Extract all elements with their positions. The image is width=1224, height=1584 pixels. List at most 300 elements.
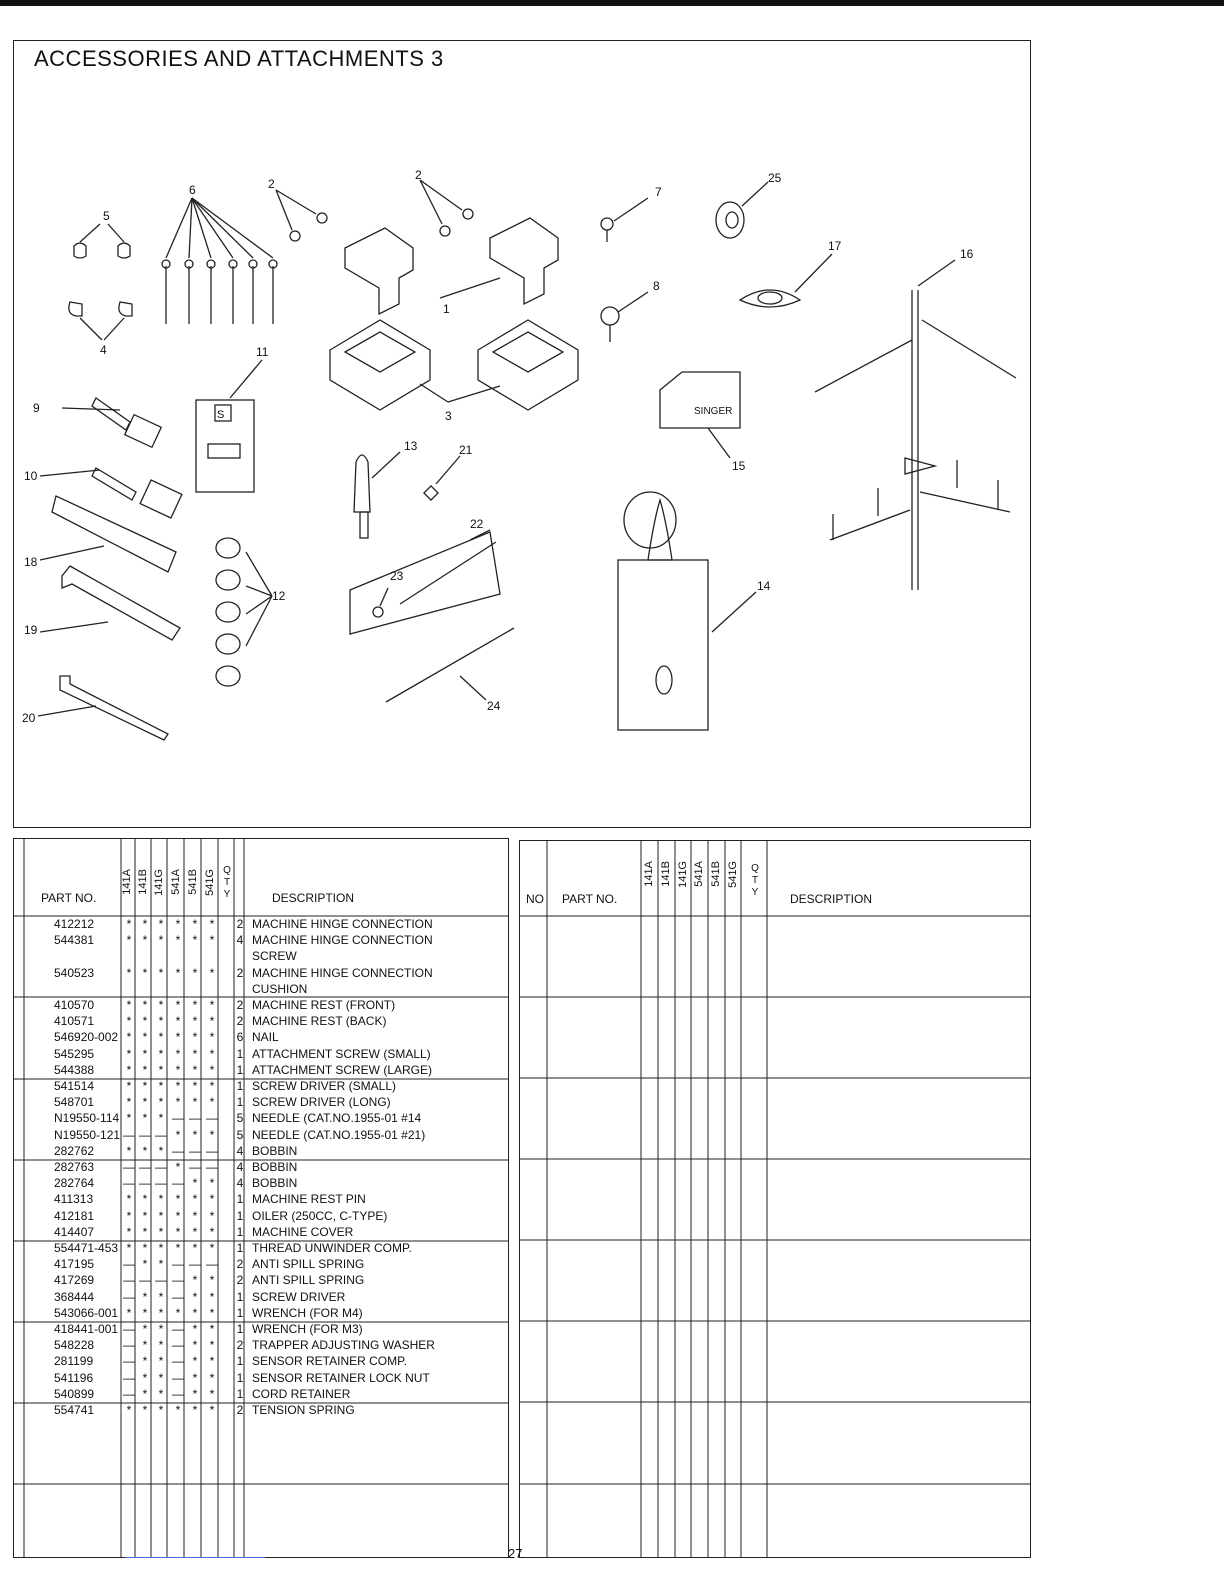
page-number: 27 [508,1546,523,1561]
callout-9: 9 [33,401,40,415]
model-applicability-mark: * [192,998,198,1012]
model-applicability-mark: * [158,1192,164,1207]
card-letter: S [217,409,225,421]
model-applicability-mark: * [175,1079,181,1093]
model-applicability-mark: * [209,933,215,948]
model-applicability-mark: * [142,1403,148,1417]
part-description: CORD RETAINER [252,1386,351,1401]
model-applicability-mark: — [189,1143,201,1158]
needle-pack-part-11 [196,360,262,492]
table-row [14,1224,508,1240]
model-applicability-mark: — [123,1127,135,1142]
model-applicability-mark: — [123,1257,135,1272]
part-number: 548228 [54,1338,95,1353]
quantity: 1 [236,1079,244,1093]
model-applicability-mark: * [142,1030,148,1045]
model-applicability-mark: * [175,965,181,980]
table-row [14,1402,508,1418]
table-row [14,1208,508,1224]
right-header-qty [750,863,760,899]
table-row [14,1370,508,1386]
quantity: 2 [236,1273,244,1288]
quantity: 2 [236,1014,244,1029]
model-applicability-mark: * [209,1014,215,1029]
part-number: 411313 [54,1192,94,1207]
model-applicability-mark: — [172,1111,184,1126]
qty-t: T [751,875,759,886]
model-applicability-mark: * [142,1224,148,1239]
part-number: 540899 [54,1386,95,1401]
right-header-description: DESCRIPTION [790,892,873,906]
part-number: 414407 [54,1224,95,1239]
model-applicability-mark: — [172,1322,184,1336]
washer-part-25 [716,182,768,238]
table-row [14,916,508,932]
model-applicability-mark: * [142,1192,148,1207]
model-applicability-mark: * [192,1062,198,1077]
hinge-part-1 [345,218,558,314]
model-applicability-mark: * [142,1046,148,1061]
model-applicability-mark: * [175,998,181,1012]
callout-25: 25 [768,171,782,185]
model-applicability-mark: * [126,1192,132,1207]
model-applicability-mark: * [158,1014,164,1029]
part-description: MACHINE REST (BACK) [252,1014,387,1029]
model-applicability-mark: * [192,1176,198,1191]
model-applicability-mark: * [158,1143,164,1158]
quantity: 6 [236,1030,244,1045]
part-description: WRENCH (FOR M4) [252,1305,363,1320]
model-applicability-mark: * [192,1241,198,1255]
model-applicability-mark: — [206,1257,218,1272]
model-applicability-mark: * [158,1354,164,1369]
wrench-part-18-19-20 [38,496,180,740]
model-applicability-mark: * [209,1370,215,1385]
part-description: SENSOR RETAINER LOCK NUT [252,1370,430,1385]
model-applicability-mark: — [189,1257,201,1272]
model-applicability-mark: * [126,1208,132,1223]
model-applicability-mark: * [126,998,132,1012]
page-title: ACCESSORIES AND ATTACHMENTS 3 [34,46,444,71]
model-applicability-mark: * [192,1030,198,1045]
model-applicability-mark: — [139,1176,151,1191]
model-applicability-mark: * [175,1403,181,1417]
callout-10: 10 [24,469,38,483]
part-description: MACHINE COVER [252,1224,354,1239]
screws-part-7-8 [601,198,648,342]
thread-unwinder-part-16 [815,260,1016,590]
part-number: 545295 [54,1046,95,1061]
part-number: 282762 [54,1143,95,1158]
callout-19: 19 [24,623,38,637]
nails-part-6 [162,198,277,324]
model-applicability-mark: * [142,1370,148,1385]
left-header-model-1: 141A [121,869,133,895]
model-applicability-mark: * [158,933,164,948]
model-applicability-mark: * [126,1224,132,1239]
table-row [14,1127,508,1143]
table-row [14,1289,508,1305]
model-applicability-mark: — [189,1160,201,1174]
needle-part-24 [386,628,514,702]
model-applicability-mark: * [158,1386,164,1401]
callout-8: 8 [653,279,660,293]
callout-24: 24 [487,699,501,713]
model-applicability-mark: * [158,1030,164,1045]
part-description: SENSOR RETAINER COMP. [252,1354,407,1369]
model-applicability-mark: * [209,1354,215,1369]
model-applicability-mark: — [172,1354,184,1369]
clip-part-4 [69,302,132,340]
model-applicability-mark: * [175,1046,181,1061]
quantity: 1 [236,1062,244,1077]
model-applicability-mark: * [192,1386,198,1401]
rest-pin-part-13 [354,452,460,538]
callout-18: 18 [24,555,38,569]
model-applicability-mark: * [192,1014,198,1029]
table-row [14,1013,508,1029]
part-description: NEEDLE (CAT.NO.1955-01 #21) [252,1127,426,1142]
part-number: 541196 [54,1370,94,1385]
part-description: MACHINE HINGE CONNECTION [252,933,433,948]
callout-7: 7 [655,185,662,199]
table-row [14,1110,508,1126]
part-number: 548701 [54,1095,95,1110]
model-applicability-mark: * [158,1046,164,1061]
part-description: BOBBIN [252,1160,298,1174]
callout-11: 11 [256,345,269,359]
model-applicability-mark: * [158,1403,164,1417]
model-applicability-mark: — [172,1386,184,1401]
qty-q: Q [751,863,759,874]
model-applicability-mark: — [172,1143,184,1158]
model-applicability-mark: * [126,1095,132,1110]
table-row [14,1029,508,1045]
model-applicability-mark: * [209,965,215,980]
table-row [14,1272,508,1288]
singer-label: SINGER [694,406,733,417]
model-applicability-mark: — [172,1338,184,1353]
oiler-part-14 [618,492,756,730]
model-applicability-mark: * [175,933,181,948]
quantity: 1 [236,1224,244,1239]
model-applicability-mark: * [209,1127,215,1142]
quantity: 2 [236,917,244,931]
model-applicability-mark: * [142,933,148,948]
model-applicability-mark: * [142,1354,148,1369]
part-description: SCREW DRIVER (LONG) [252,1095,391,1110]
part-description: OILER (250CC, C-TYPE) [252,1208,388,1223]
part-description: MACHINE REST (FRONT) [252,998,396,1012]
model-applicability-mark: * [126,1403,132,1417]
model-applicability-mark: * [209,1176,215,1191]
model-applicability-mark: * [209,1289,215,1304]
part-description: NEEDLE (CAT.NO.1955-01 #14 [252,1111,422,1126]
part-number: N19550-114 [54,1111,120,1126]
model-applicability-mark: * [175,1014,181,1029]
callout-20: 20 [22,711,36,725]
table-row [14,1062,508,1078]
qty-y: Y [223,889,231,900]
quantity: 5 [236,1127,244,1142]
model-applicability-mark: * [192,1046,198,1061]
callout-12: 12 [272,589,286,603]
quantity: 4 [236,1160,244,1174]
part-description: ANTI SPILL SPRING [252,1273,365,1288]
model-applicability-mark: * [142,1386,148,1401]
table-row [14,1175,508,1191]
table-row [14,1353,508,1369]
spring-part-17 [740,254,832,307]
model-applicability-mark: * [126,965,132,980]
model-applicability-mark: * [158,1257,164,1272]
part-number: 282763 [54,1160,95,1174]
callout-21: 21 [459,443,473,457]
model-applicability-mark: * [142,1208,148,1223]
callout-13: 13 [404,439,418,453]
part-description: NAIL [252,1030,279,1045]
model-applicability-mark: * [126,1143,132,1158]
model-applicability-mark: * [142,998,148,1012]
model-applicability-mark: * [142,1241,148,1255]
part-description: SCREW DRIVER (SMALL) [252,1079,397,1093]
model-applicability-mark: — [123,1338,135,1353]
bobbin-part-12 [216,538,272,686]
model-applicability-mark: * [158,965,164,980]
part-number: 282764 [54,1176,95,1191]
model-applicability-mark: * [126,1014,132,1029]
model-applicability-mark: * [209,1224,215,1239]
model-applicability-mark: — [155,1160,167,1174]
model-applicability-mark: — [172,1257,184,1272]
model-applicability-mark: — [172,1370,184,1385]
model-applicability-mark: * [192,1338,198,1353]
quantity: 1 [236,1208,244,1223]
part-number: 540523 [54,965,95,980]
model-applicability-mark: — [172,1273,184,1288]
model-applicability-mark: * [126,1046,132,1061]
part-description: WRENCH (FOR M3) [252,1322,363,1336]
model-applicability-mark: * [158,1305,164,1320]
table-row [14,1321,508,1337]
left-header-part-no: PART NO. [41,891,97,905]
table-row [14,1191,508,1207]
part-description: MACHINE HINGE CONNECTION [252,965,433,980]
model-applicability-mark: * [158,1241,164,1255]
quantity: 2 [236,1338,244,1353]
model-applicability-mark: * [209,1338,215,1353]
model-applicability-mark: * [209,917,215,931]
quantity: 1 [236,1192,244,1207]
model-applicability-mark: * [175,917,181,931]
part-number: 544381 [54,933,95,948]
left-header-qty [222,865,232,901]
callout-22: 22 [470,517,484,531]
quantity: 1 [236,1095,244,1110]
quantity: 4 [236,1143,244,1158]
model-applicability-mark: * [192,933,198,948]
model-applicability-mark: * [192,1208,198,1223]
model-applicability-mark: * [175,1208,181,1223]
model-applicability-mark: — [189,1111,201,1126]
right-header-model-3: 141G [677,861,689,888]
part-number: 412181 [54,1208,95,1223]
model-applicability-mark: * [192,1192,198,1207]
quantity: 2 [236,1257,244,1272]
model-applicability-mark: * [209,1030,215,1045]
model-applicability-mark: * [142,1338,148,1353]
model-applicability-mark: — [206,1143,218,1158]
model-applicability-mark: * [175,1224,181,1239]
quantity: 5 [236,1111,244,1126]
callout-1: 1 [443,302,450,316]
model-applicability-mark: — [172,1289,184,1304]
model-applicability-mark: * [126,917,132,931]
quantity: 1 [236,1289,244,1304]
quantity: 1 [236,1241,244,1255]
left-header-model-2: 141B [137,869,149,895]
model-applicability-mark: * [175,1241,181,1255]
table-row [14,1159,508,1175]
model-applicability-mark: * [158,1289,164,1304]
model-applicability-mark: * [158,1338,164,1353]
model-applicability-mark: * [175,1030,181,1045]
model-applicability-mark: * [209,1386,215,1401]
part-number: 417269 [54,1273,95,1288]
right-header-model-1: 141A [643,861,655,887]
model-applicability-mark: * [192,1095,198,1110]
part-description: BOBBIN [252,1143,298,1158]
model-applicability-mark: * [209,1192,215,1207]
model-applicability-mark: * [209,1079,215,1093]
quantity: 1 [236,1354,244,1369]
model-applicability-mark: * [192,1403,198,1417]
model-applicability-mark: * [142,1322,148,1336]
callout-3: 3 [445,409,452,423]
model-applicability-mark: — [123,1289,135,1304]
model-applicability-mark: * [192,1289,198,1304]
model-applicability-mark: * [192,1273,198,1288]
screwdriver-card-part-22-23 [350,530,500,634]
part-description: MACHINE HINGE CONNECTION [252,917,433,931]
left-header-description: DESCRIPTION [272,891,355,905]
model-applicability-mark: * [142,1095,148,1110]
part-number: 554471-453 [54,1241,119,1255]
model-applicability-mark: — [123,1386,135,1401]
left-header-model-4: 541A [170,869,182,895]
left-header-model-3: 141G [153,869,165,896]
model-applicability-mark: * [126,933,132,948]
model-applicability-mark: * [209,1241,215,1255]
quantity: 1 [236,1046,244,1061]
model-applicability-mark: * [126,1241,132,1255]
quantity: 1 [236,1386,244,1401]
table-row [14,1240,508,1256]
qty-y: Y [751,887,759,898]
screwdriver-part-9-10 [40,398,182,518]
model-applicability-mark: * [192,1224,198,1239]
quantity: 2 [236,965,244,980]
table-row [14,1386,508,1402]
part-description: CUSHION [252,981,308,996]
part-number: 281199 [54,1354,94,1369]
model-applicability-mark: — [123,1160,135,1174]
parts-table-right [519,840,1031,1558]
model-applicability-mark: * [192,1127,198,1142]
model-applicability-mark: — [155,1127,167,1142]
model-applicability-mark: * [175,1160,181,1174]
model-applicability-mark: * [175,1062,181,1077]
model-applicability-mark: * [209,1208,215,1223]
part-description: SCREW DRIVER [252,1289,346,1304]
quantity: 4 [236,1176,244,1191]
table-row [14,1094,508,1110]
model-applicability-mark: * [209,1305,215,1320]
footer-rule [125,1557,265,1558]
left-header-model-6: 541G [204,869,216,896]
right-header-part-no: PART NO. [562,892,618,906]
right-header-model-5: 541B [710,861,722,887]
model-applicability-mark: — [155,1273,167,1288]
model-applicability-mark: * [209,998,215,1012]
model-applicability-mark: — [123,1322,135,1336]
quantity: 2 [236,1403,244,1417]
part-number: 410570 [54,998,95,1012]
cushion-part-3 [330,320,578,410]
callout-17: 17 [828,239,842,253]
model-applicability-mark: * [126,1111,132,1126]
right-header-model-4: 541A [693,861,705,887]
part-description: ATTACHMENT SCREW (LARGE) [252,1062,433,1077]
callout-2b: 2 [415,168,422,182]
part-number: 417195 [54,1257,95,1272]
part-number: N19550-121 [54,1127,121,1142]
model-applicability-mark: * [209,1095,215,1110]
model-applicability-mark: — [123,1354,135,1369]
part-number: 541514 [54,1079,95,1093]
model-applicability-mark: * [192,1305,198,1320]
model-applicability-mark: * [192,1322,198,1336]
callout-23: 23 [390,569,404,583]
model-applicability-mark: * [209,1062,215,1077]
model-applicability-mark: * [192,917,198,931]
model-applicability-mark: * [142,1289,148,1304]
table-row [14,948,508,964]
part-number: 412212 [54,917,95,931]
part-description: TRAPPER ADJUSTING WASHER [252,1338,435,1353]
model-applicability-mark: * [158,1370,164,1385]
model-applicability-mark: — [155,1176,167,1191]
model-applicability-mark: * [142,1257,148,1272]
table-row [14,1256,508,1272]
callout-16: 16 [960,247,974,261]
table-row [14,932,508,948]
model-applicability-mark: * [175,1305,181,1320]
model-applicability-mark: — [172,1176,184,1191]
right-table-grid [520,841,1030,1557]
model-applicability-mark: * [126,1030,132,1045]
part-number: 543066-001 [54,1305,119,1320]
model-applicability-mark: * [142,1062,148,1077]
callout-15: 15 [732,459,746,473]
model-applicability-mark: — [139,1160,151,1174]
model-applicability-mark: * [209,1403,215,1417]
model-applicability-mark: — [123,1273,135,1288]
part-description: SCREW [252,949,297,964]
model-applicability-mark: * [158,998,164,1012]
qty-q: Q [223,865,231,876]
model-applicability-mark: * [158,917,164,931]
